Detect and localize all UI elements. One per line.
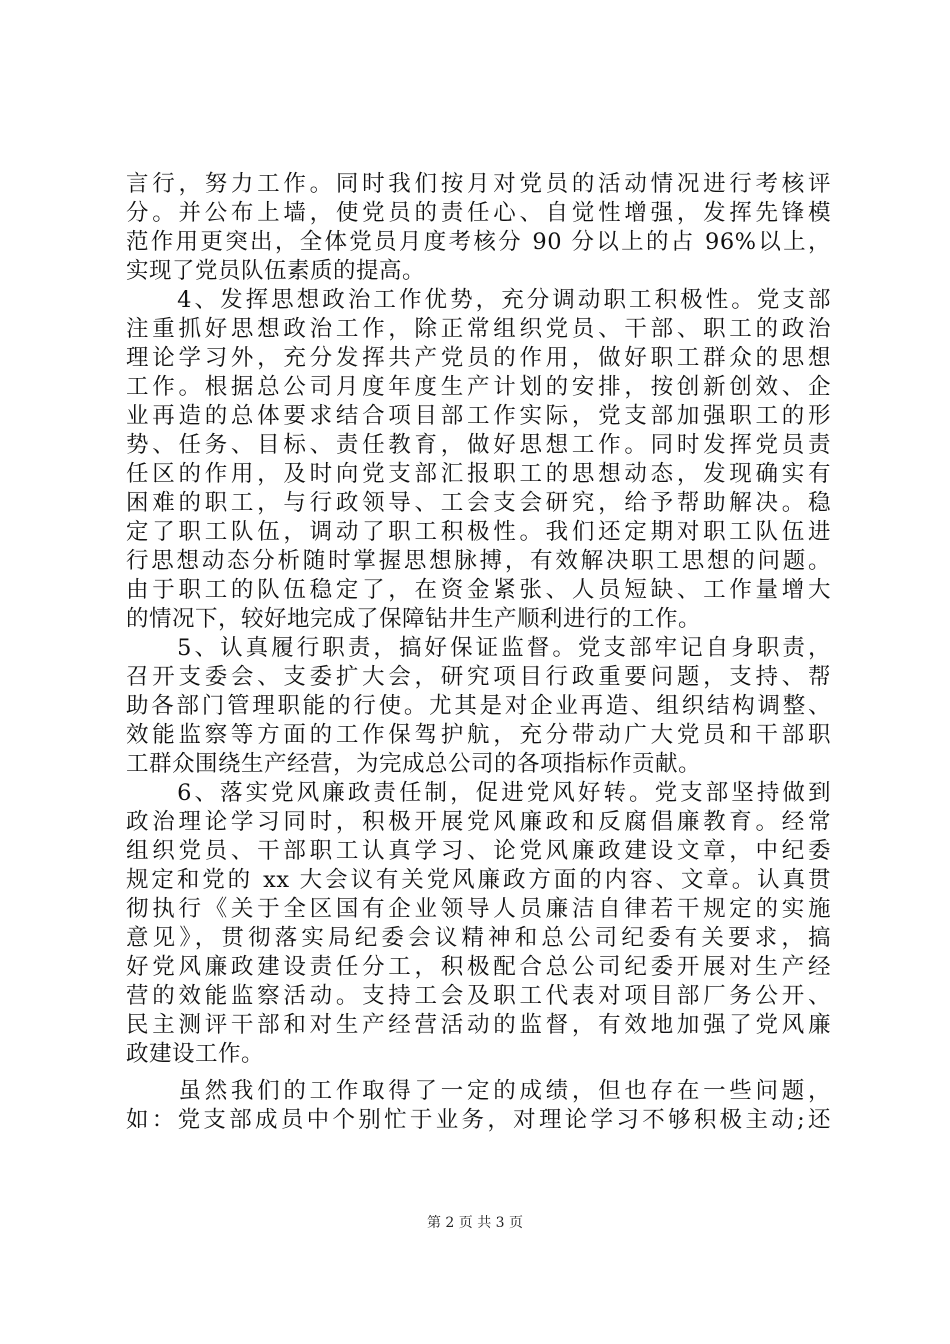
text-line: 助各部门管理职能的行使。尤其是对企业再造、组织结构调整、 (126, 693, 831, 719)
text-line: 效能监察等方面的工作保驾护航，充分带动广大党员和干部职 (126, 722, 831, 748)
text-line: 理论学习外，充分发挥共产党员的作用，做好职工群众的思想 (126, 345, 831, 371)
text-line: 注重抓好思想政治工作，除正常组织党员、干部、职工的政治 (126, 316, 831, 342)
text-line: 势、任务、目标、责任教育，做好思想工作。同时发挥党员责 (126, 432, 831, 458)
text-line: 的情况下，较好地完成了保障钻井生产顺利进行的工作。 (126, 606, 702, 632)
text-line: 范作用更突出，全体党员月度考核分 90 分以上的占 96%以上， (126, 229, 831, 255)
text-line: 工群众围绕生产经营，为完成总公司的各项指标作贡献。 (126, 751, 702, 777)
text-line: 如：党支部成员中个别忙于业务，对理论学习不够积极主动;还 (126, 1107, 831, 1133)
text-line: 困难的职工，与行政领导、工会支会研究，给予帮助解决。稳 (126, 490, 831, 516)
text-line: 定了职工队伍，调动了职工积极性。我们还定期对职工队伍进 (126, 519, 831, 545)
text-line: 任区的作用，及时向党支部汇报职工的思想动态，发现确实有 (126, 461, 831, 487)
paragraph-4-line: 4、发挥思想政治工作优势，充分调动职工积极性。党支部 (126, 287, 831, 313)
text-line: 政治理论学习同时，积极开展党风廉政和反腐倡廉教育。经常 (126, 809, 831, 835)
document-body (126, 170, 831, 1135)
text-line: 好党风廉政建设责任分工，积极配合总公司纪委开展对生产经 (126, 954, 831, 980)
text-line: 行思想动态分析随时掌握思想脉搏，有效解决职工思想的问题。 (126, 548, 831, 574)
paragraph-5-line: 5、认真履行职责，搞好保证监督。党支部牢记自身职责， (126, 635, 831, 661)
text-line: 彻执行《关于全区国有企业领导人员廉洁自律若干规定的实施 (126, 896, 831, 922)
paragraph-gap (126, 1069, 831, 1077)
text-line: 工作。根据总公司月度年度生产计划的安排，按创新创效、企 (126, 374, 831, 400)
text-line: 政建设工作。 (126, 1041, 265, 1067)
paragraph-6-line: 6、落实党风廉政责任制，促进党风好转。党支部坚持做到 (126, 780, 831, 806)
text-line: 规定和党的 xx 大会议有关党风廉政方面的内容、文章。认真贯 (126, 867, 831, 893)
page-number-footer: 第 2 页 共 3 页 (426, 1215, 524, 1231)
closing-paragraph-line: 虽然我们的工作取得了一定的成绩，但也存在一些问题， (126, 1078, 831, 1104)
text-line: 实现了党员队伍素质的提高。 (126, 258, 426, 284)
text-line: 营的效能监察活动。支持工会及职工代表对项目部厂务公开、 (126, 983, 831, 1009)
text-line: 言行，努力工作。同时我们按月对党员的活动情况进行考核评 (126, 171, 831, 197)
text-line: 分。并公布上墙，使党员的责任心、自觉性增强，发挥先锋模 (126, 200, 831, 226)
text-line: 召开支委会、支委扩大会，研究项目行政重要问题，支持、帮 (126, 664, 831, 690)
text-line: 由于职工的队伍稳定了，在资金紧张、人员短缺、工作量增大 (126, 577, 831, 603)
text-line: 业再造的总体要求结合项目部工作实际，党支部加强职工的形 (126, 403, 831, 429)
text-line: 意见》，贯彻落实局纪委会议精神和总公司纪委有关要求，搞 (126, 925, 831, 951)
text-line: 民主测评干部和对生产经营活动的监督，有效地加强了党风廉 (126, 1012, 831, 1038)
text-line: 组织党员、干部职工认真学习、论党风廉政建设文章，中纪委 (126, 838, 831, 864)
